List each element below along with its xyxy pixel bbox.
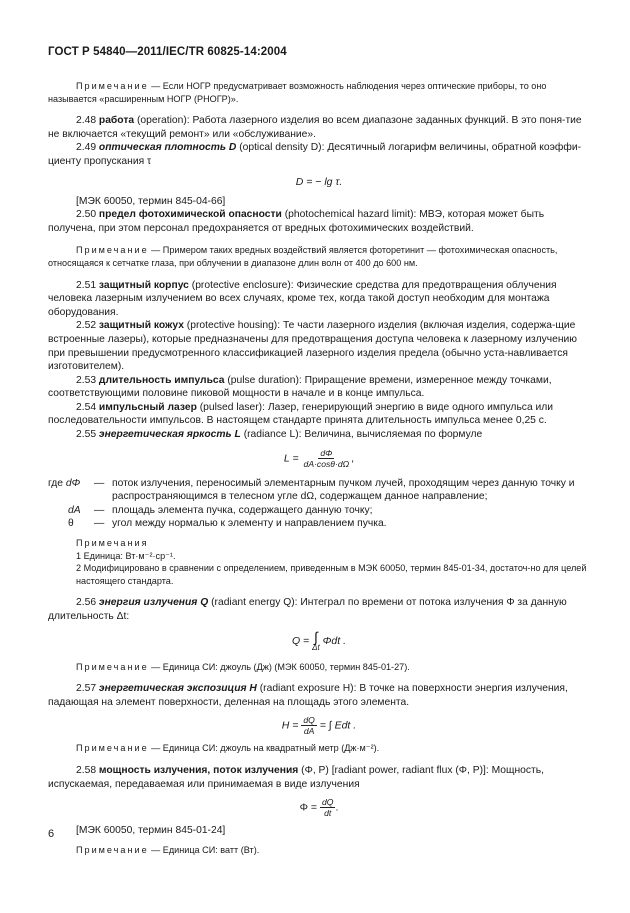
term-2-55: 2.55 энергетическая яркость L (radiance L): Величина, вычисляемая по формуле <box>76 429 483 441</box>
note-2-50: Примечание — Примером таких вредных воздействий является фоторетинит — фотохимическая опасность, относящаяся к сетчатке глаза, при облучении в диапазоне длин волн от 400 до 600 нм. <box>48 245 558 268</box>
definition-row: θ — угол между нормалью к элементу и направлением пучка. <box>68 518 387 530</box>
reference-845-01-24: [МЭК 60050, термин 845-01-24] <box>76 825 226 837</box>
term-2-56: 2.56 энергия излучения Q (radiant energy Q): Интеграл по времени от потока излучения Φ за данную длительность Δt: <box>48 597 567 622</box>
formula-optical-density: D = − lg τ. <box>295 175 343 188</box>
note-2-57: Примечание — Единица СИ: джоуль на квадратный метр (Дж·м⁻²). <box>76 743 380 754</box>
page-header: ГОСТ Р 54840—2011/IEC/TR 60825-14:2004 <box>48 46 287 58</box>
page-number: 6 <box>48 828 55 840</box>
formula-radiant-exposure: H = $\frac{dQ}{dA}$ = ∫ Edt . <box>281 715 357 737</box>
formula-radiant-power: Φ = $\frac{dQ}{dt}$ . <box>299 797 339 819</box>
term-2-57: 2.57 энергетическая экспозиция H (radiant exposure H): В точке на поверхности энергия излучения, падающая на элемент поверхности, деленная на площадь этого элемента. <box>48 683 568 708</box>
symbol-definitions <box>48 477 590 531</box>
term-2-53: 2.53 длительность импульса (pulse duration): Приращение времени, измеренное между точками, соответствующими половине пиковой мощности в начале и в конце импульса. <box>48 374 552 400</box>
note-2-47: Примечание — Если НОГР предусматривает возможность наблюдения через оптические приборы, то оно называется «расширенным НОГР (РНОГР)». <box>48 81 547 104</box>
definition-row: где dΦ — поток излучения, переносимый элементарным пучком лучей, проходящим через данную точку и распространяющимся в телесном угле dΩ, содержащем данное направление; <box>48 477 575 503</box>
term-2-49: 2.49 оптическая плотность D (optical density D): Десятичный логарифм величины, обратной коэффи-циенту пропускания τ <box>48 142 582 167</box>
note-2-56: Примечание — Единица СИ: джоуль (Дж) (МЭК 60050, термин 845-01-27). <box>76 661 410 672</box>
formula-radiant-energy: Q = ∫ Δt Φdt . <box>291 628 347 652</box>
term-2-51: 2.51 защитный корпус (protective enclosure): Физические средства для предотвращения облучения человека лазерным излучением во всех случаях, кроме тех, когда такой доступ необходим для монтажа оборудования. <box>48 279 557 318</box>
term-2-58: 2.58 мощность излучения, поток излучения (Φ, P) [radiant power, radiant flux (Φ, P)]: Мощность, испускаемая, передаваемая или принимаемая в виде излучения <box>48 764 544 790</box>
term-2-48: 2.48 работа (operation): Работа лазерного изделия во всем диапазоне заданных функций. В это поня-тие не включается «текущий ремонт» или «обслуживание». <box>48 115 582 140</box>
note-2-58: Примечание — Единица СИ: ватт (Вт). <box>76 844 260 855</box>
definition-row: dA — площадь элемента пучка, содержащего данную точку; <box>68 504 373 516</box>
formula-radiance: L = $\frac{d\Phi}{dA\cdot\cos\theta\cdot d\Omega}$ , <box>283 447 355 469</box>
term-2-50: 2.50 предел фотохимической опасности (photochemical hazard limit): МВЭ, которая может быть получена, при этом персонал предохраняется от вредных фотохимических воздействий. <box>48 209 545 234</box>
term-2-54: 2.54 импульсный лазер (pulsed laser): Лазер, генерирующий энергию в виде одного импульса или последовательности импульсов. В настоящем стандарте принята длительность импульса менее 0,25 с. <box>48 401 554 427</box>
notes-2-55: Примечания 1 Единица: Вт·м⁻²·ср⁻¹. 2 Модифицировано в сравнении с определением, приведенным в МЭК 60050, термин 845-01-34, достаточ-но для целей настоящего стандарта. <box>76 538 587 586</box>
term-2-52: 2.52 защитный кожух (protective housing): Те части лазерного изделия (включая изделия, содержа-щие встроенные лазеры), которые предназначены для предотвращения доступа человека к лазерному излучению при превышении предусмотренного классификацией лазерного изделия предела (обычно уста-навливается изготовителем). <box>48 320 578 373</box>
reference-845-04-66: [МЭК 60050, термин 845-04-66] <box>76 195 226 207</box>
